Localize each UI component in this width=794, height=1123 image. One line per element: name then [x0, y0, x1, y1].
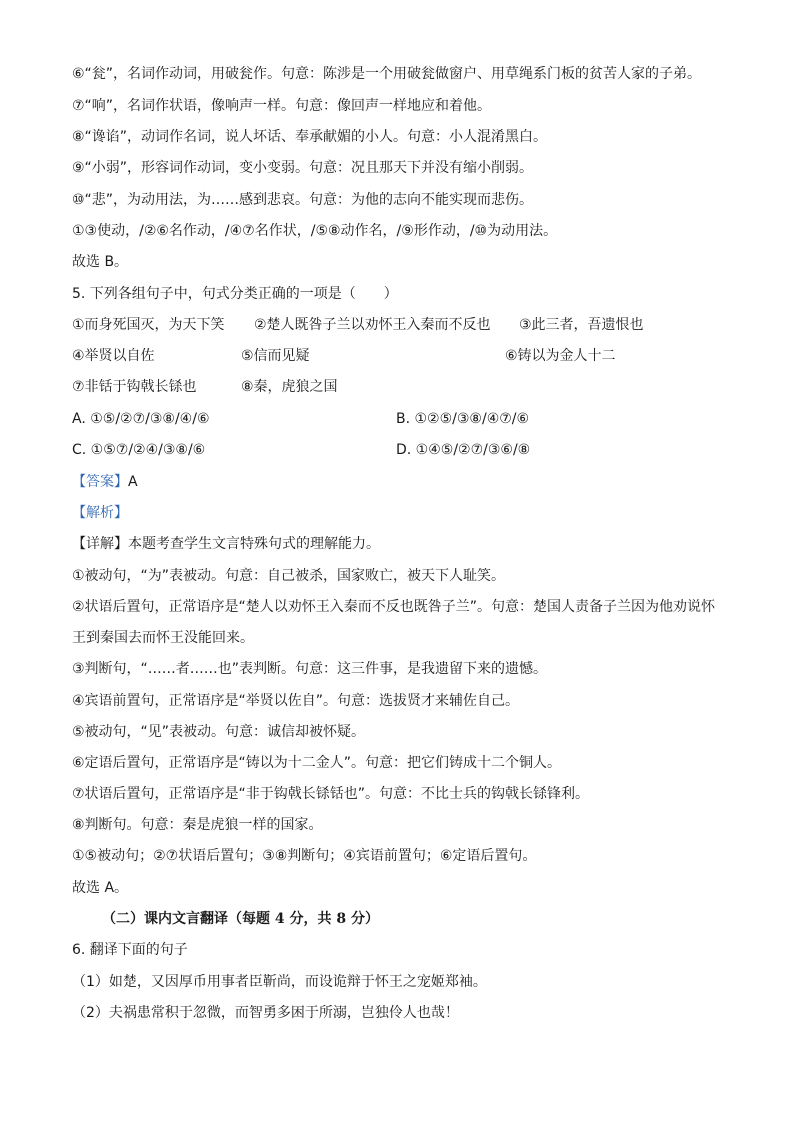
sentence-item: ④举贤以自佐 — [72, 348, 155, 364]
detail-intro: 本题考查学生文言特殊句式的理解能力。 — [128, 536, 380, 552]
answer-tag: 【答案】 — [72, 474, 128, 490]
section-heading: （二）课内文言翻译（每题 4 分，共 8 分） — [102, 911, 379, 927]
sentence-item: ⑥铸以为金人十二 — [505, 348, 616, 364]
sentence-item: ②楚人既咎子兰以劝怀王入秦而不反也 — [254, 317, 491, 333]
answer-conclusion: 故选 A。 — [72, 880, 129, 896]
explanation-line: ⑨“小弱”，形容词作动词，变小变弱。句意：况且那天下并没有缩小削弱。 — [72, 160, 534, 176]
option-a: A. ①⑤/②⑦/③⑧/④/⑥ — [72, 411, 210, 427]
sentence-item: ⑧秦，虎狼之国 — [241, 379, 338, 395]
explanation-line: ⑥定语后置句，正常语序是“铸以为十二金人”。句意：把它们铸成十二个铜人。 — [72, 755, 562, 771]
option-b: B. ①②⑤/③⑧/④⑦/⑥ — [396, 411, 530, 427]
explanation-line: ②状语后置句，正常语序是“楚人以劝怀王入秦而不反也既咎子兰”。句意：楚国人责备子兰因为他劝说怀 — [72, 599, 716, 615]
detail-line — [72, 534, 380, 554]
explanation-line: ④宾语前置句，正常语序是“举贤以佐自”。句意：选拔贤才来辅佐自己。 — [72, 693, 520, 709]
sentence-item: ⑦非铦于钩戟长铩也 — [72, 379, 197, 395]
option-c: C. ①⑤⑦/②④/③⑧/⑥ — [72, 442, 206, 458]
explanation-line: ①被动句，“为”表被动。句意：自己被杀，国家败亡，被天下人耻笑。 — [72, 568, 506, 584]
analysis-tag-text: 【解析】 — [72, 505, 128, 521]
sentence-item: ①而身死国灭，为天下笑 — [72, 317, 225, 333]
explanation-summary: ①③使动，/②⑥名作动，/④⑦名作状，/⑤⑧动作名，/⑨形作动，/⑩为动用法。 — [72, 223, 558, 239]
explanation-summary: ①⑤被动句；②⑦状语后置句；③⑧判断句；④宾语前置句；⑥定语后置句。 — [72, 848, 537, 864]
answer-value: A — [128, 474, 138, 490]
detail-tag: 【详解】 — [72, 536, 128, 552]
question-5-stem: 5. 下列各组句子中，句式分类正确的一项是（ ） — [72, 286, 398, 302]
explanation-line: ③判断句，“……者……也”表判断。句意：这三件事，是我遗留下来的遗憾。 — [72, 661, 548, 677]
explanation-line: ⑦“响”，名词作状语，像响声一样。句意：像回声一样地应和着他。 — [72, 98, 492, 114]
sentence-item: ⑤信而见疑 — [241, 348, 310, 364]
question-6-item: （2）夫祸患常积于忽微，而智勇多困于所溺，岂独伶人也哉！ — [72, 1005, 459, 1021]
explanation-line: ⑧“谗谄”，动词作名词，说人坏话、奉承献媚的小人。句意：小人混淆黑白。 — [72, 129, 548, 145]
analysis-tag — [72, 503, 128, 523]
explanation-line: ⑩“悲”，为动用法，为……感到悲哀。句意：为他的志向不能实现而悲伤。 — [72, 192, 534, 208]
question-6-stem: 6. 翻译下面的句子 — [72, 942, 188, 958]
explanation-line: ⑧判断句。句意：秦是虎狼一样的国家。 — [72, 817, 323, 833]
answer-line — [72, 472, 138, 492]
sentence-item: ③此三者，吾遗恨也 — [519, 317, 644, 333]
explanation-line: 王到秦国去而怀王没能回来。 — [72, 630, 254, 646]
explanation-line: ⑤被动句，“见”表被动。句意：诚信却被怀疑。 — [72, 724, 366, 740]
question-6-item: （1）如楚，又因厚币用事者臣靳尚，而设诡辩于怀王之宠姬郑袖。 — [72, 974, 487, 990]
answer-conclusion: 故选 B。 — [72, 254, 129, 270]
explanation-line: ⑦状语后置句，正常语序是“非于钩戟长铩铦也”。句意：不比士兵的钩戟长铩锋利。 — [72, 786, 590, 802]
option-d: D. ①④⑤/②⑦/③⑥/⑧ — [396, 442, 531, 458]
explanation-line: ⑥“瓮”，名词作动词，用破瓮作。句意：陈涉是一个用破瓮做窗户、用草绳系门板的贫苦人家的子弟。 — [72, 66, 702, 82]
